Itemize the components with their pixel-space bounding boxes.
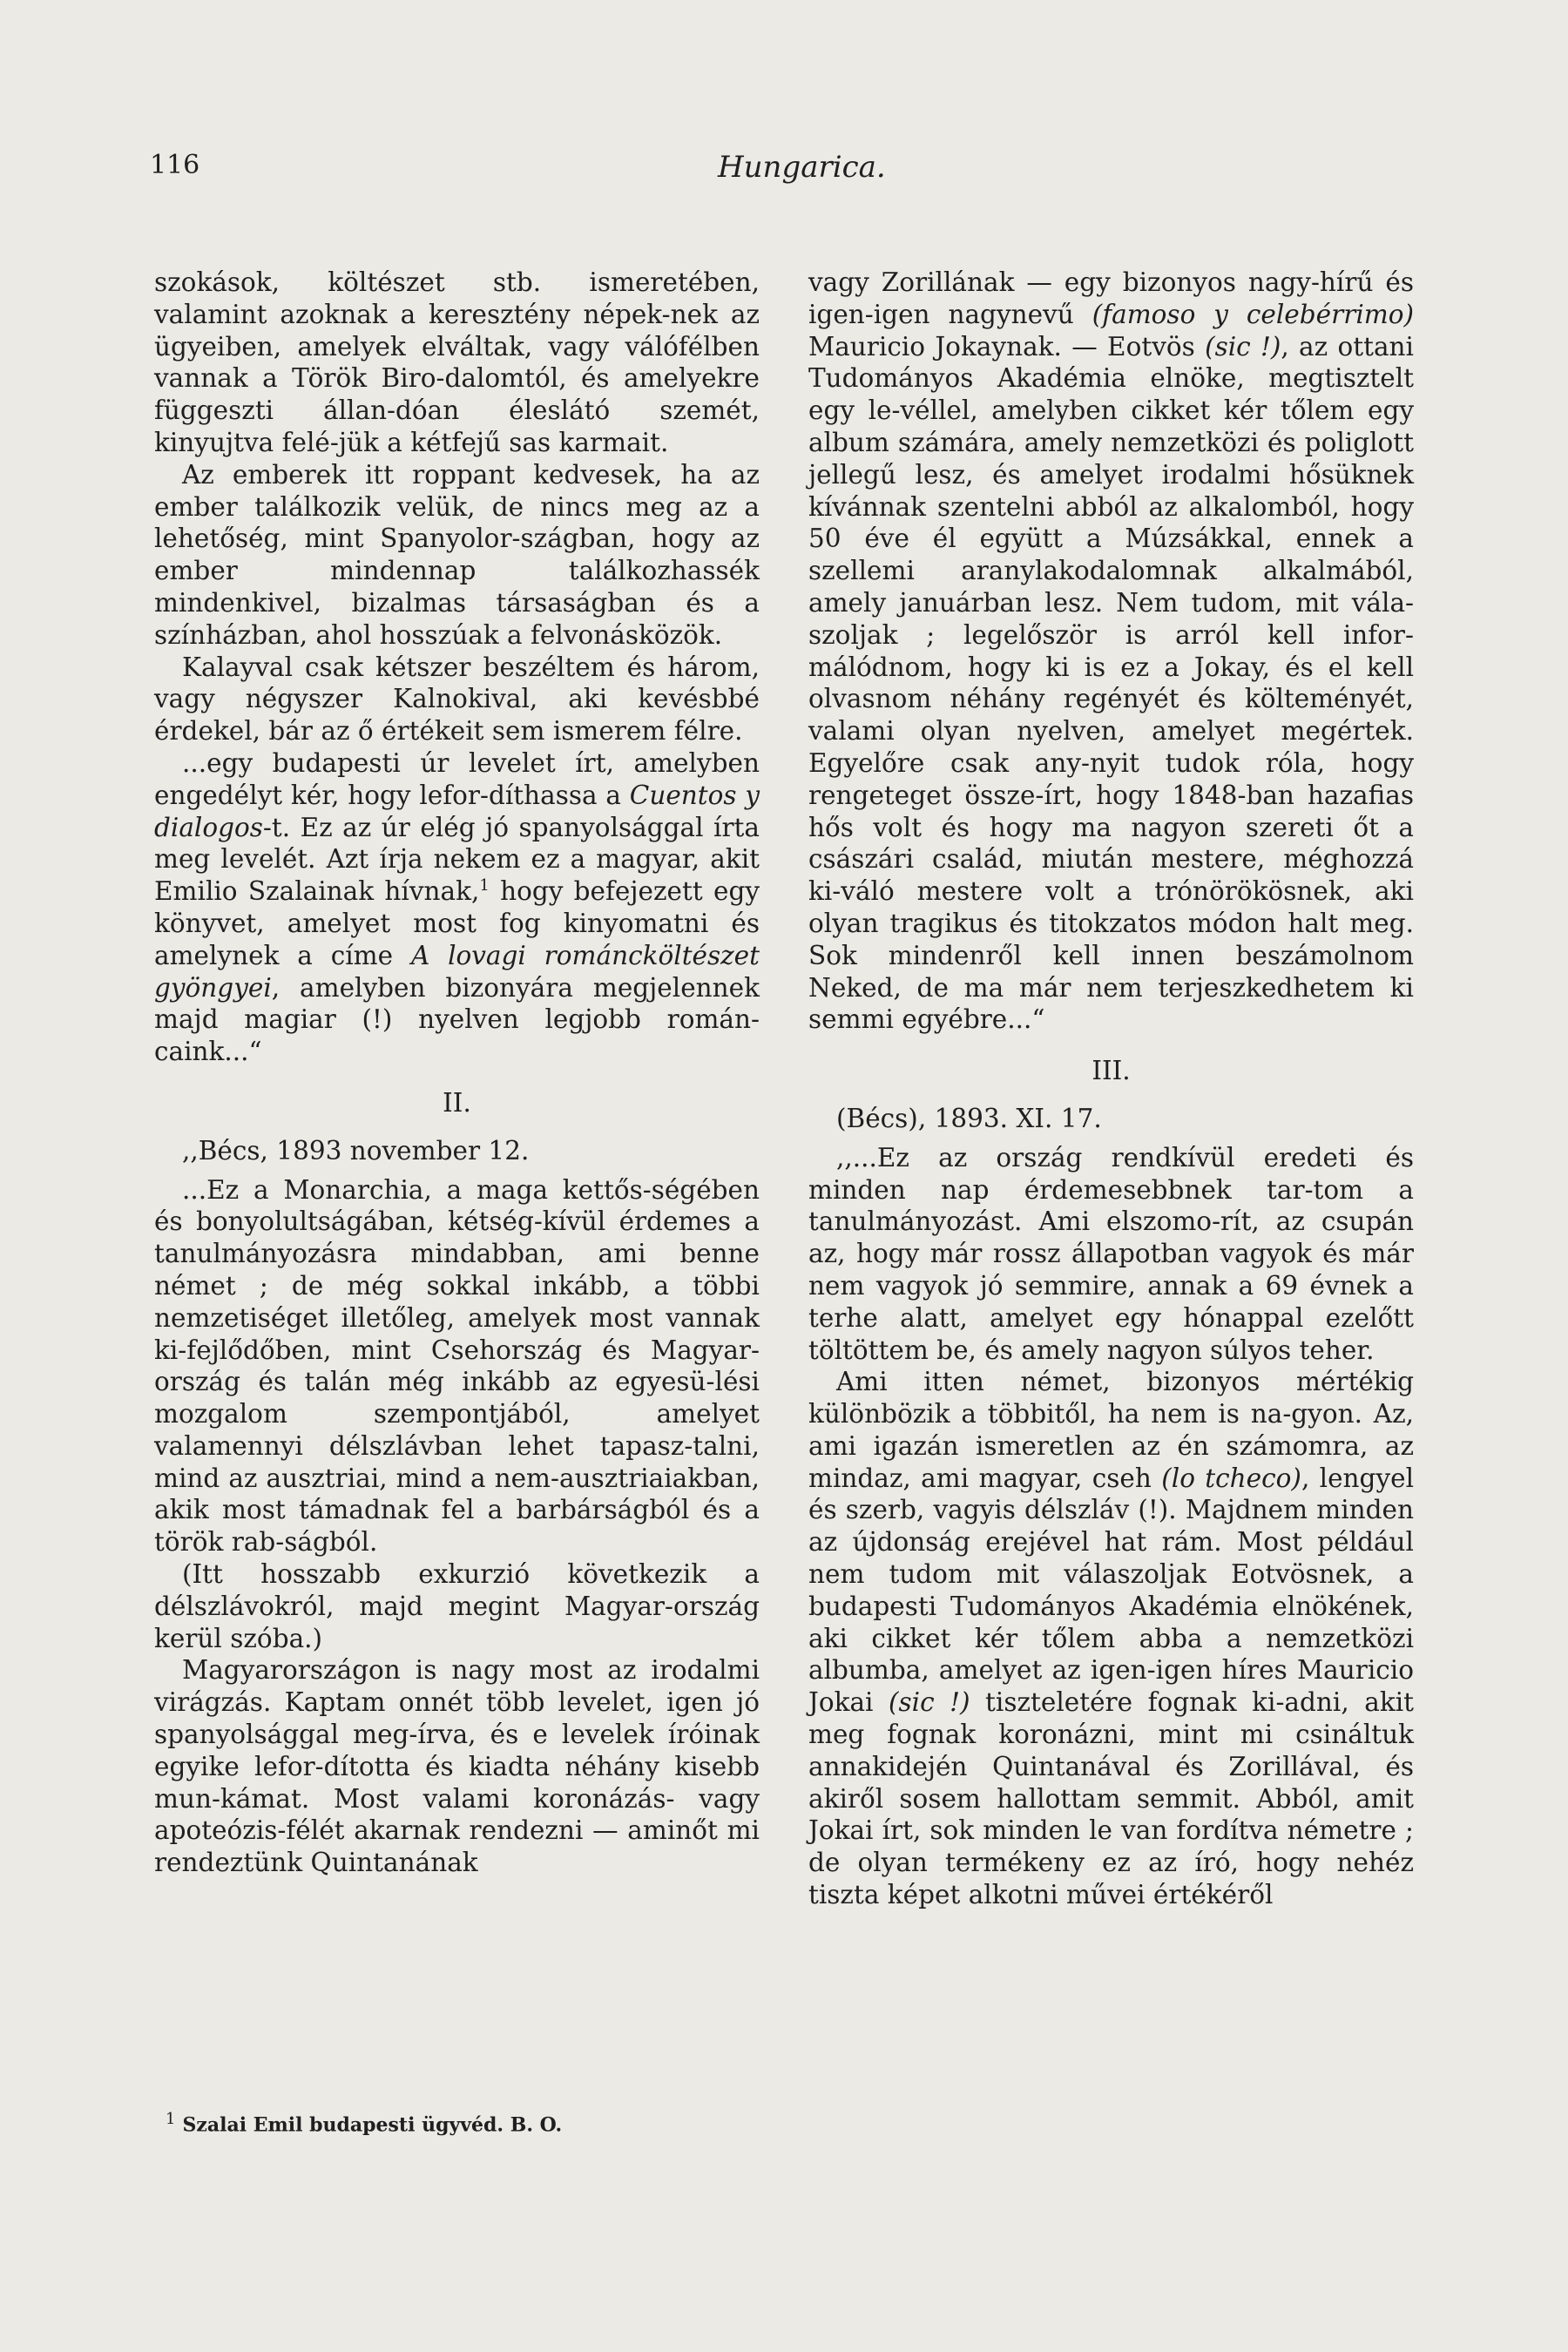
italic-phrase: (sic !) bbox=[1205, 331, 1281, 362]
text-run: , amelyben bizonyára megjelennek majd magiar (!) nyelven legjobb román-caink...“ bbox=[154, 972, 760, 1067]
page-header bbox=[150, 150, 1439, 193]
italic-phrase: (sic !) bbox=[889, 1687, 970, 1718]
paragraph bbox=[808, 1366, 1414, 1911]
footnote-reference: 1 bbox=[479, 876, 490, 896]
paragraph bbox=[154, 747, 760, 1068]
italic-phrase: (lo tcheco) bbox=[1161, 1463, 1301, 1493]
paragraph: Kalayval csak kétszer beszéltem és három, vagy négyszer Kalnokival, aki kevésbbé érdekel, bár az ő értékeit sem ismerem félre. bbox=[154, 652, 760, 747]
letter-date: (Bécs), 1893. XI. 17. bbox=[836, 1103, 1102, 1133]
section-heading: III. bbox=[1092, 1056, 1131, 1086]
paragraph: Az emberek itt roppant kedvesek, ha az ember találkozik velük, de nincs meg az a lehetőség, mint Spanyolor-szágban, hogy az ember mindennap találkozhassék mindenkivel, bizalmas társaságban és a színházban, ahol hosszúak a felvonásközök. bbox=[154, 459, 760, 650]
paragraph: ,,...Ez az ország rendkívül eredeti és minden nap érdemesebbnek tar-tom a tanulmányozást. Ami elszomo-rít, az csupán az, hogy már rossz állapotban vagyok és már nem vagyok jó semmire, annak a 69 évnek a terhe alatt, amelyet egy hónappal ezelőtt töltöttem be, és amely nagyon súlyos teher. bbox=[808, 1142, 1414, 1365]
text-run: tiszteletére fognak ki-adni, akit meg fognak koronázni, mint mi csináltuk annakidején Quintanával és Zorillával, és akiről sosem hallottam semmit. Abból, amit Jokai írt, sok minden le van fordítva németre ; de olyan termékeny ez az író, hogy nehéz tiszta képet alkotni művei értékéről bbox=[808, 1687, 1414, 1910]
footnote-text: Szalai Emil budapesti ügyvéd. B. O. bbox=[182, 2113, 563, 2137]
text-run: vagy Zorillának — egy bizonyos nagy-hírű és igen-igen nagynevű bbox=[808, 267, 1414, 329]
italic-phrase: (famoso y celebérrimo) bbox=[1092, 299, 1414, 329]
text-run: , az ottani Tudományos Akadémia elnöke, megtisztelt egy le-véllel, amelyben cikket kér tőlem egy album számára, amely nemzetközi és poliglott jellegű lesz, és amelyet irodalmi hősüknek kívánnak szentelni abból az alkalomból, hogy 50 éve él együtt a Múzsákkal, ennek a szellemi aranylakodalomnak alkalmából, amely januárban lesz. Nem tudom, mit vála-szoljak ; legelőször is arról kell infor-málódnom, hogy ki is ez a Jokay, és el kell olvasnom néhány regényét és költeményét, valami olyan nyelven, amelyet megértek. Egyelőre csak any-nyit tudok róla, hogy rengeteget össze-írt, hogy 1848-ban hazafias hős volt és hogy ma nagyon szereti őt a császári család, miután mestere, méghozzá ki-váló mestere volt a trónörökösnek, aki olyan tragikus és titokzatos módon halt meg. Sok mindenről kell innen beszámolnom Neked, de ma már nem terjeszkedhetem ki semmi egyébre...“ bbox=[808, 331, 1414, 1035]
text-run: ...egy budapesti úr levelet írt, amelyben engedélyt kér, hogy lefor-díthassa a bbox=[154, 747, 760, 810]
paragraph: ...Ez a Monarchia, a maga kettős-ségében és bonyolultságában, kétség-kívül érdemes a tanulmányozásra mindabban, ami benne német ; de még sokkal inkább, a többi nemzetiséget illetőleg, amelyek most vannak ki-fejlődőben, mint Csehország és Magyar-ország és talán még inkább az egyesü-lési mozgalom szempontjából, amelyet valamennyi délszlávban lehet tapasz-talni, mind az ausztriai, mind a nem-ausztriaiakban, akik most támadnak fel a barbárságból és a török rab-ságból. bbox=[154, 1174, 760, 1558]
text-run: Ami itten német, bizonyos mértékig különbözik a többitől, ha nem is na-gyon. Az, ami igazán ismeretlen az én számomra, az mindaz, ami magyar, cseh bbox=[808, 1367, 1414, 1493]
text-run: Mauricio Jokaynak. — Eotvös bbox=[808, 331, 1206, 362]
paragraph: Magyarországon is nagy most az irodalmi virágzás. Kaptam onnét több levelet, igen jó spanyolsággal meg-írva, és e levelek íróinak egyike lefor-dította és kiadta néhány kisebb mun-kámat. Most valami koronázás- vagy apoteózis-félét akarnak rendezni — aminőt mi rendeztünk Quintanának bbox=[154, 1655, 760, 1878]
left-column bbox=[154, 267, 760, 1879]
letter-date: ,,Bécs, 1893 november 12. bbox=[182, 1135, 530, 1166]
section-heading: II. bbox=[443, 1087, 471, 1118]
right-column bbox=[808, 267, 1414, 1911]
running-title: Hungarica. bbox=[718, 150, 886, 185]
italic-title: Cuentos y dialogos bbox=[154, 780, 760, 842]
italic-title: A lovagi románcköltészet gyöngyei bbox=[154, 940, 760, 1003]
text-run: hogy befejezett egy könyvet, amelyet most fog kinyomatni és amelynek a címe bbox=[154, 876, 760, 970]
paragraph bbox=[808, 267, 1414, 1036]
text-run: -t. Ez az úr elég jó spanyolsággal írta meg levelét. Azt írja nekem ez a magyar, akit Emilio Szalainak hívnak, bbox=[154, 812, 760, 907]
paragraph: (Itt hosszabb exkurzió következik a délszlávokról, majd megint Magyar-ország kerül szóba.) bbox=[154, 1559, 760, 1653]
text-run: , lengyel és szerb, vagyis délszláv (!). Majdnem minden az újdonság erejével hat rám. Most például nem tudom mit válaszoljak Eotvösnek, a budapesti Tudományos Akadémia elnökének, aki cikket kér tőlem abba a nemzetközi albumba, amelyet az igen-igen híres Mauricio Jokai bbox=[808, 1463, 1414, 1718]
paragraph: szokások, költészet stb. ismeretében, valamint azoknak a keresztény népek-nek az ügyeiben, amelyek elváltak, vagy válófélben vannak a Török Biro-dalomtól, és amelyekre függeszti állan-dóan éleslátó szemét, kinyujtva felé-jük a kétfejű sas karmait. bbox=[154, 267, 760, 457]
footnote bbox=[166, 2110, 758, 2136]
footnote-mark: 1 bbox=[166, 2110, 176, 2128]
page-number: 116 bbox=[150, 150, 200, 180]
